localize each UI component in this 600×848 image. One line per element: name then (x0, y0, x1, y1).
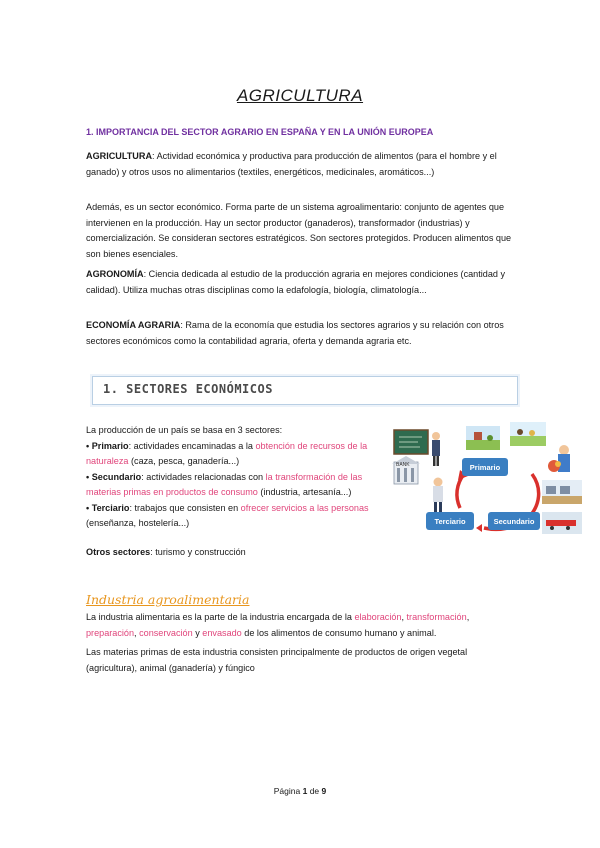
footer-page-number: 1 (302, 786, 308, 796)
sector-secundario (86, 470, 384, 501)
sector-terciario-label: • Terciario (86, 502, 130, 513)
industria-sep4: y (192, 627, 203, 638)
sectors-cycle-diagram (392, 420, 586, 560)
farm-illustration (466, 422, 546, 450)
otros-sectores-label: Otros sectores (86, 547, 151, 557)
sector-secundario-post: (industria, artesanía...) (257, 487, 352, 497)
sector-secundario-pre: : actividades relacionadas con (141, 471, 266, 482)
sector-primario-post: (caza, pesca, ganadería...) (128, 456, 240, 466)
industria-conservacion: conservación (139, 627, 193, 638)
farmer-illustration (548, 445, 570, 472)
industria-post: de los alimentos de consumo humano y animal. (241, 627, 437, 638)
industria-preparacion: preparación (86, 627, 135, 638)
sector-terciario-pre: : trabajos que consisten en (129, 502, 241, 513)
industria-envasado: envasado (202, 627, 242, 638)
section-heading-box (92, 376, 518, 405)
paragraph-industria (86, 610, 514, 641)
industria-sep1: , (401, 612, 407, 622)
section-heading-sectores: 1. SECTORES ECONÓMICOS (103, 382, 273, 396)
sector-primario-highlight: obtención de recursos de la naturaleza (86, 440, 368, 466)
sector-primario-label: • Primario (86, 440, 129, 451)
industria-elaboracion: elaboración (354, 612, 402, 622)
box-secundario (488, 512, 540, 530)
paragraph-materias-primas: Las materias primas de esta industria consisten principalmente de productos de origen vegetal (agricultura), animal (ganadería) y fúngico (86, 647, 468, 673)
page-title: AGRICULTURA (236, 86, 364, 105)
box-secundario-label: Secundario (493, 517, 535, 526)
paragraph-economia-agraria (86, 318, 514, 349)
sector-secundario-highlight: la transformación de las materias primas en productos de consumo (86, 471, 363, 497)
otros-sectores-text: : turismo y construcción (150, 547, 246, 557)
definition-economia-agraria: : Rama de la economía que estudia los sectores agrarios y su relación con otros sectores económicos como la contabilidad agraria, oferta y demanda agraria etc. (86, 320, 504, 346)
bank-sign: BANK (396, 462, 410, 468)
sector-primario-pre: : actividades encaminadas a la (128, 440, 256, 451)
page-footer (0, 786, 600, 796)
sectors-list (86, 423, 384, 532)
box-terciario (426, 512, 474, 530)
worker-illustration (433, 478, 443, 513)
sector-terciario-post: (enseñanza, hostelería...) (86, 518, 190, 528)
factory-illustration (542, 480, 582, 534)
paragraph-sector-economico: Además, es un sector económico. Forma parte de un sistema agroalimentario: conjunto de agentes que intervienen en la producción. Hay un sector productor (ganaderos), transformador (industrias) y comercialización. Se consideran sectores estratégicos. Son sectores protegidos. Producen alimentos que son bienes esenciales. (86, 202, 512, 259)
bank-illustration (392, 456, 420, 484)
term-agricultura: AGRICULTURA (86, 151, 153, 161)
industria-sep3: , (134, 627, 140, 638)
footer-pagina: Página (273, 786, 303, 796)
term-economia-agraria: ECONOMÍA AGRARIA (86, 320, 181, 330)
sector-terciario-highlight: ofrecer servicios a las personas (240, 502, 369, 513)
industria-sep2: , (466, 612, 470, 622)
paragraph-agronomia (86, 267, 514, 298)
sector-secundario-label: • Secundario (86, 471, 142, 482)
industria-transformacion: transformación (406, 612, 467, 622)
section-heading-importancia: 1. IMPORTANCIA DEL SECTOR AGRARIO EN ESPAÑA Y EN LA UNIÓN EUROPEA (86, 127, 434, 137)
otros-sectores (86, 547, 246, 557)
box-primario-label: Primario (469, 463, 501, 472)
industria-heading: Industria agroalimentaria (86, 592, 250, 607)
term-agronomia: AGRONOMÍA (86, 269, 144, 279)
sectors-intro: La producción de un país se basa en 3 sectores: (86, 425, 283, 435)
paragraph-agricultura (86, 149, 514, 180)
footer-de: de (307, 786, 322, 796)
sector-terciario (86, 501, 384, 532)
definition-agronomia: : Ciencia dedicada al estudio de la producción agraria en mejores condiciones (cantidad y calidad). Utiliza muchas otras disciplinas como la edafología, biología, climatología... (86, 269, 506, 295)
definition-agricultura: : Actividad económica y productiva para producción de alimentos (para el hombre y el ganado) y otros usos no alimentarios (textiles, energéticos, medicinales, aromáticos...) (86, 151, 497, 177)
box-primario (462, 458, 508, 476)
box-terciario-label: Terciario (434, 517, 466, 526)
industria-pre: La industria alimentaria es la parte de la industria encargada de la (86, 612, 355, 622)
sector-primario (86, 439, 384, 470)
footer-page-total: 9 (321, 786, 327, 796)
